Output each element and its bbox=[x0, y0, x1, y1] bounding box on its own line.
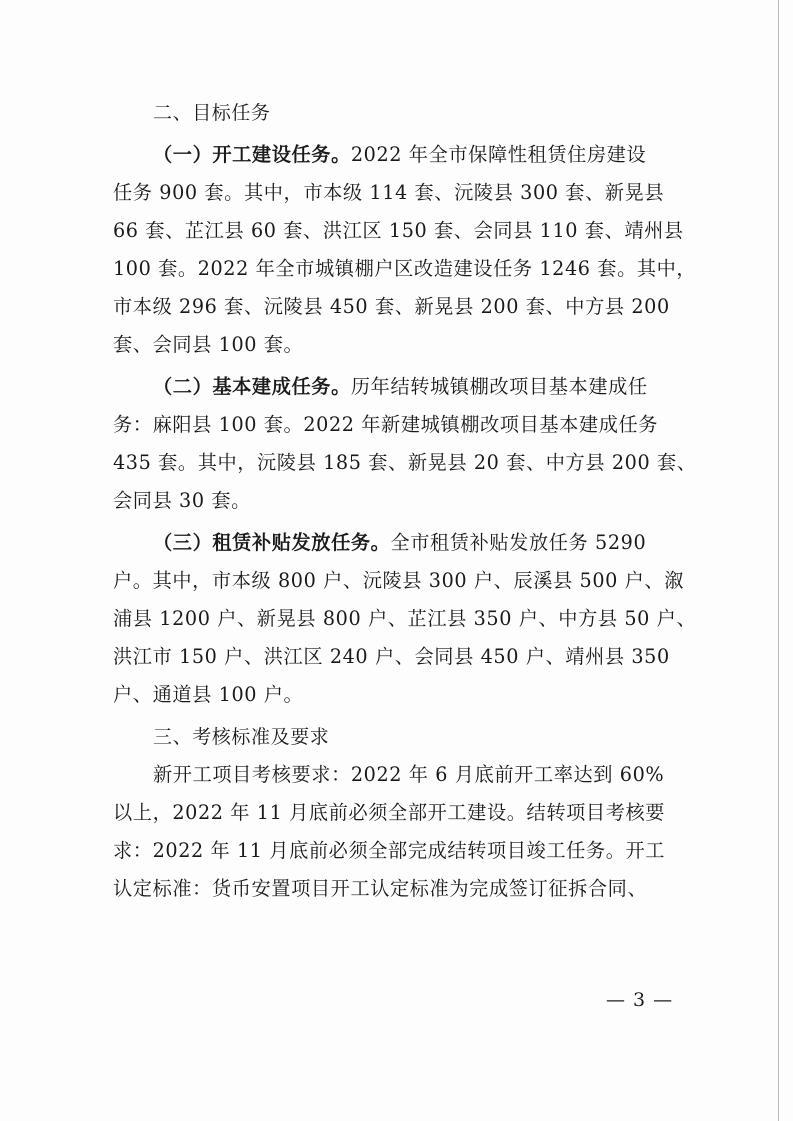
page-number: — 3 — bbox=[606, 989, 674, 1011]
paragraph-construction-start bbox=[113, 136, 679, 174]
scan-edge-line bbox=[778, 0, 779, 1121]
text-line: 求：2022 年 11 月底前必须全部完成结转项目竣工任务。开工 bbox=[113, 839, 666, 862]
text-line: 2022 年全市保障性租赁住房建设 bbox=[350, 143, 647, 166]
section-heading-targets: 二、目标任务 bbox=[153, 102, 271, 124]
text-line: 务：麻阳县 100 套。2022 年新建城镇棚改项目基本建成任务 bbox=[113, 413, 659, 436]
text-line: 会同县 30 套。 bbox=[113, 489, 251, 512]
text-line: 户。其中，市本级 800 户、沅陵县 300 户、辰溪县 500 户、溆 bbox=[113, 569, 685, 592]
text-line: 435 套。其中，沅陵县 185 套、新晃县 20 套、中方县 200 套、 bbox=[113, 451, 697, 474]
item-heading-construction: （一）开工建设任务。 bbox=[153, 143, 351, 166]
text-line: 户、通道县 100 户。 bbox=[113, 683, 304, 706]
paragraph-basic-completion bbox=[113, 368, 679, 406]
text-line: 洪江市 150 户、洪江区 240 户、会同县 450 户、靖州县 350 bbox=[113, 645, 670, 668]
text-line: 任务 900 套。其中，市本级 114 套、沅陵县 300 套、新晃县 bbox=[113, 181, 665, 204]
section-heading-assessment: 三、考核标准及要求 bbox=[153, 726, 330, 748]
text-line: 浦县 1200 户、新晃县 800 户、芷江县 350 户、中方县 50 户、 bbox=[113, 607, 697, 630]
text-line: 市本级 296 套、沅陵县 450 套、新晃县 200 套、中方县 200 bbox=[113, 295, 670, 318]
text-line: 套、会同县 100 套。 bbox=[113, 333, 304, 356]
item-heading-completion: （二）基本建成任务。 bbox=[153, 375, 351, 398]
text-line: 全市租赁补贴发放任务 5290 bbox=[390, 531, 647, 554]
paragraph-rental-subsidy bbox=[113, 524, 679, 562]
text-line: 66 套、芷江县 60 套、洪江区 150 套、会同县 110 套、靖州县 bbox=[113, 219, 684, 242]
text-line: 100 套。2022 年全市城镇棚户区改造建设任务 1246 套。其中， bbox=[113, 257, 697, 280]
text-line: 认定标准：货币安置项目开工认定标准为完成签订征拆合同、 bbox=[113, 877, 648, 900]
text-line: 新开工项目考核要求：2022 年 6 月底前开工率达到 60% bbox=[153, 763, 665, 786]
text-line: 历年结转城镇棚改项目基本建成任 bbox=[350, 375, 648, 398]
item-heading-subsidy: （三）租赁补贴发放任务。 bbox=[153, 531, 391, 554]
document-body bbox=[113, 94, 697, 908]
text-line: 以上，2022 年 11 月底前必须全部开工建设。结转项目考核要 bbox=[113, 801, 666, 824]
